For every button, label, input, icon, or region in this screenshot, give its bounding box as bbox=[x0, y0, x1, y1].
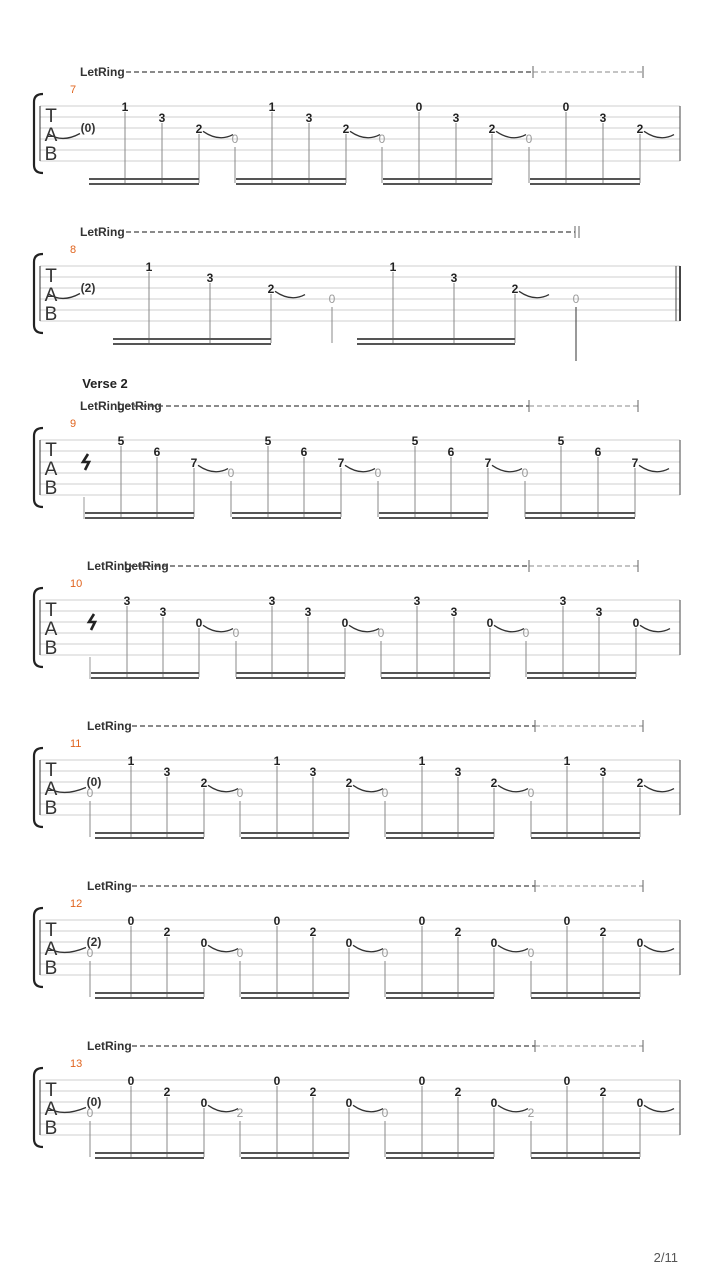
fret-number: 6 bbox=[594, 445, 602, 459]
fret-number: 0 bbox=[486, 616, 494, 630]
fret-number: 0 bbox=[345, 936, 353, 950]
fret-number: 6 bbox=[447, 445, 455, 459]
fret-number: 0 bbox=[273, 914, 281, 928]
page-number: 2/11 bbox=[653, 1250, 678, 1265]
fret-number: 0 bbox=[273, 1074, 281, 1088]
fret-number: 3 bbox=[559, 594, 567, 608]
fret-number: 2 bbox=[267, 282, 275, 296]
start-fret-label: (2) bbox=[86, 935, 102, 949]
outgoing-tie bbox=[353, 945, 383, 951]
fret-number: 6 bbox=[153, 445, 161, 459]
tab-clef-letter: T bbox=[45, 1080, 57, 1101]
tab-clef-letter: T bbox=[45, 600, 57, 621]
tab-clef-letter: A bbox=[44, 285, 58, 306]
fret-number: 3 bbox=[309, 765, 317, 779]
outgoing-tie bbox=[494, 625, 524, 631]
fret-number: 0 bbox=[200, 936, 208, 950]
outgoing-tie bbox=[275, 291, 305, 297]
fret-number: 1 bbox=[418, 754, 426, 768]
fret-number: 2 bbox=[163, 925, 171, 939]
outgoing-tie bbox=[208, 785, 238, 791]
letring-label: LetRing bbox=[80, 225, 125, 239]
measure-number: 11 bbox=[70, 738, 82, 750]
outgoing-tie bbox=[203, 625, 233, 631]
fret-number: 1 bbox=[127, 754, 135, 768]
tab-clef-letter: T bbox=[45, 440, 57, 461]
letring-label: LetRing bbox=[87, 719, 132, 733]
fret-number: 3 bbox=[450, 271, 458, 285]
fret-number: 3 bbox=[599, 111, 607, 125]
fret-number: 1 bbox=[145, 260, 153, 274]
fret-number: 2 bbox=[309, 925, 317, 939]
tab-clef-letter: T bbox=[45, 760, 57, 781]
fret-number: 3 bbox=[305, 111, 313, 125]
tab-system-6 bbox=[34, 879, 680, 998]
fret-number: 0 bbox=[636, 936, 644, 950]
tab-clef-letter: B bbox=[44, 958, 58, 979]
letring-label: LetRing bbox=[124, 559, 169, 573]
outgoing-tie bbox=[208, 945, 238, 951]
fret-number: 5 bbox=[411, 434, 419, 448]
fret-number: 2 bbox=[636, 122, 644, 136]
fret-number: 3 bbox=[268, 594, 276, 608]
outgoing-tie bbox=[349, 625, 379, 631]
fret-number: 0 bbox=[418, 1074, 426, 1088]
section-title: Verse 2 bbox=[82, 376, 128, 391]
fret-number: 2 bbox=[195, 122, 203, 136]
fret-number: 0 bbox=[127, 1074, 135, 1088]
fret-number: 3 bbox=[595, 605, 603, 619]
fret-number: 5 bbox=[557, 434, 565, 448]
outgoing-tie bbox=[198, 465, 228, 471]
outgoing-tie bbox=[644, 131, 674, 137]
open-string-note: 0 bbox=[377, 626, 385, 640]
fret-number: 0 bbox=[636, 1096, 644, 1110]
tab-clef-letter: B bbox=[44, 798, 58, 819]
fret-number: 3 bbox=[163, 765, 171, 779]
open-string-note: 0 bbox=[381, 1106, 389, 1120]
fret-number: 2 bbox=[511, 282, 519, 296]
tab-clef-letter: T bbox=[45, 920, 57, 941]
measure-number: 9 bbox=[70, 418, 77, 430]
outgoing-tie bbox=[640, 625, 670, 631]
letring-label: LetRing bbox=[87, 559, 132, 573]
fret-number: 0 bbox=[415, 100, 423, 114]
tab-clef-letter: A bbox=[44, 619, 58, 640]
open-string-note: 0 bbox=[374, 466, 382, 480]
outgoing-tie bbox=[496, 131, 526, 137]
fret-number: 1 bbox=[121, 100, 129, 114]
outgoing-tie bbox=[208, 1105, 238, 1111]
fret-number: 2 bbox=[454, 1085, 462, 1099]
fret-number: 0 bbox=[563, 1074, 571, 1088]
outgoing-tie bbox=[639, 465, 669, 471]
open-string-note: 0 bbox=[328, 292, 336, 306]
fret-number: 1 bbox=[273, 754, 281, 768]
outgoing-tie bbox=[644, 1105, 674, 1111]
fret-number: 0 bbox=[345, 1096, 353, 1110]
fret-number: 2 bbox=[309, 1085, 317, 1099]
fret-number: 1 bbox=[389, 260, 397, 274]
letring-label: LetRing bbox=[80, 65, 125, 79]
open-string-note: 0 bbox=[527, 786, 535, 800]
tab-clef-letter: A bbox=[44, 125, 58, 146]
tab-clef-letter: B bbox=[44, 478, 58, 499]
fret-number: 0 bbox=[127, 914, 135, 928]
open-string-note: 0 bbox=[381, 786, 389, 800]
outgoing-tie bbox=[498, 785, 528, 791]
fret-number: 2 bbox=[599, 925, 607, 939]
start-fret-label: (0) bbox=[80, 121, 96, 135]
fret-number: 0 bbox=[490, 936, 498, 950]
fret-number: 3 bbox=[304, 605, 312, 619]
fret-number: 3 bbox=[158, 111, 166, 125]
fret-number: 0 bbox=[562, 100, 570, 114]
fret-number: 1 bbox=[563, 754, 571, 768]
fret-number: 2 bbox=[599, 1085, 607, 1099]
fret-number: 2 bbox=[454, 925, 462, 939]
letring-label: LetRing bbox=[87, 879, 132, 893]
tab-clef-letter: B bbox=[44, 1118, 58, 1139]
open-string-note: 0 bbox=[525, 132, 533, 146]
tied-note: 2 bbox=[527, 1106, 535, 1120]
fret-number: 2 bbox=[345, 776, 353, 790]
open-string-note: 0 bbox=[381, 946, 389, 960]
tab-clef-letter: B bbox=[44, 304, 58, 325]
start-fret-label: (2) bbox=[80, 281, 96, 295]
tab-system-4 bbox=[34, 559, 680, 679]
fret-number: 3 bbox=[599, 765, 607, 779]
fret-number: 3 bbox=[454, 765, 462, 779]
outgoing-tie bbox=[498, 945, 528, 951]
tab-clef-letter: A bbox=[44, 1099, 58, 1120]
letring-label: LetRing bbox=[117, 399, 162, 413]
fret-number: 7 bbox=[190, 456, 198, 470]
tab-system-1 bbox=[34, 65, 680, 184]
fret-number: 1 bbox=[268, 100, 276, 114]
outgoing-tie bbox=[644, 785, 674, 791]
fret-number: 2 bbox=[488, 122, 496, 136]
measure-number: 7 bbox=[70, 84, 77, 96]
measure-number: 12 bbox=[70, 898, 83, 910]
open-string-note: 0 bbox=[236, 946, 244, 960]
fret-number: 2 bbox=[342, 122, 350, 136]
tab-system-3 bbox=[34, 376, 680, 519]
tab-clef-letter: A bbox=[44, 779, 58, 800]
fret-number: 0 bbox=[563, 914, 571, 928]
tab-system-2 bbox=[34, 225, 680, 361]
fret-number: 7 bbox=[631, 456, 639, 470]
outgoing-tie bbox=[350, 131, 380, 137]
fret-number: 3 bbox=[452, 111, 460, 125]
start-fret-label: (0) bbox=[86, 775, 102, 789]
open-string-note: 0 bbox=[232, 626, 240, 640]
fret-number: 2 bbox=[163, 1085, 171, 1099]
start-fret-label: (0) bbox=[86, 1095, 102, 1109]
tab-clef-letter: T bbox=[45, 106, 57, 127]
open-string-note: 0 bbox=[572, 292, 580, 306]
open-string-note: 0 bbox=[527, 946, 535, 960]
fret-number: 2 bbox=[490, 776, 498, 790]
measure-number: 10 bbox=[70, 578, 83, 590]
measure-number: 8 bbox=[70, 244, 77, 256]
fret-number: 2 bbox=[636, 776, 644, 790]
tab-system-5 bbox=[34, 719, 680, 838]
outgoing-tie bbox=[519, 291, 549, 297]
fret-number: 5 bbox=[117, 434, 125, 448]
tab-clef-letter: B bbox=[44, 638, 58, 659]
fret-number: 3 bbox=[159, 605, 167, 619]
open-string-note: 0 bbox=[86, 786, 94, 800]
letring-label: LetRing bbox=[80, 399, 125, 413]
open-string-note: 0 bbox=[86, 1106, 94, 1120]
fret-number: 7 bbox=[337, 456, 345, 470]
tab-clef-letter: A bbox=[44, 459, 58, 480]
fret-number: 3 bbox=[413, 594, 421, 608]
fret-number: 5 bbox=[264, 434, 272, 448]
tab-clef-letter: T bbox=[45, 266, 57, 287]
letring-label: LetRing bbox=[87, 1039, 132, 1053]
open-string-note: 0 bbox=[227, 466, 235, 480]
outgoing-tie bbox=[492, 465, 522, 471]
fret-number: 0 bbox=[341, 616, 349, 630]
fret-number: 3 bbox=[450, 605, 458, 619]
open-string-note: 0 bbox=[378, 132, 386, 146]
outgoing-tie bbox=[353, 1105, 383, 1111]
tied-note: 2 bbox=[236, 1106, 244, 1120]
fret-number: 7 bbox=[484, 456, 492, 470]
open-string-note: 0 bbox=[86, 946, 94, 960]
outgoing-tie bbox=[203, 131, 233, 137]
fret-number: 0 bbox=[632, 616, 640, 630]
fret-number: 6 bbox=[300, 445, 308, 459]
tab-clef-letter: B bbox=[44, 144, 58, 165]
fret-number: 2 bbox=[200, 776, 208, 790]
open-string-note: 0 bbox=[236, 786, 244, 800]
open-string-note: 0 bbox=[521, 466, 529, 480]
fret-number: 3 bbox=[123, 594, 131, 608]
measure-number: 13 bbox=[70, 1058, 83, 1070]
outgoing-tie bbox=[345, 465, 375, 471]
tab-clef-letter: A bbox=[44, 939, 58, 960]
outgoing-tie bbox=[353, 785, 383, 791]
fret-number: 0 bbox=[490, 1096, 498, 1110]
rest-icon bbox=[83, 454, 89, 470]
fret-number: 0 bbox=[200, 1096, 208, 1110]
outgoing-tie bbox=[644, 945, 674, 951]
open-string-note: 0 bbox=[522, 626, 530, 640]
fret-number: 0 bbox=[195, 616, 203, 630]
rest-icon bbox=[89, 614, 95, 630]
open-string-note: 0 bbox=[231, 132, 239, 146]
tab-system-7 bbox=[34, 1039, 680, 1158]
outgoing-tie bbox=[498, 1105, 528, 1111]
fret-number: 3 bbox=[206, 271, 214, 285]
fret-number: 0 bbox=[418, 914, 426, 928]
